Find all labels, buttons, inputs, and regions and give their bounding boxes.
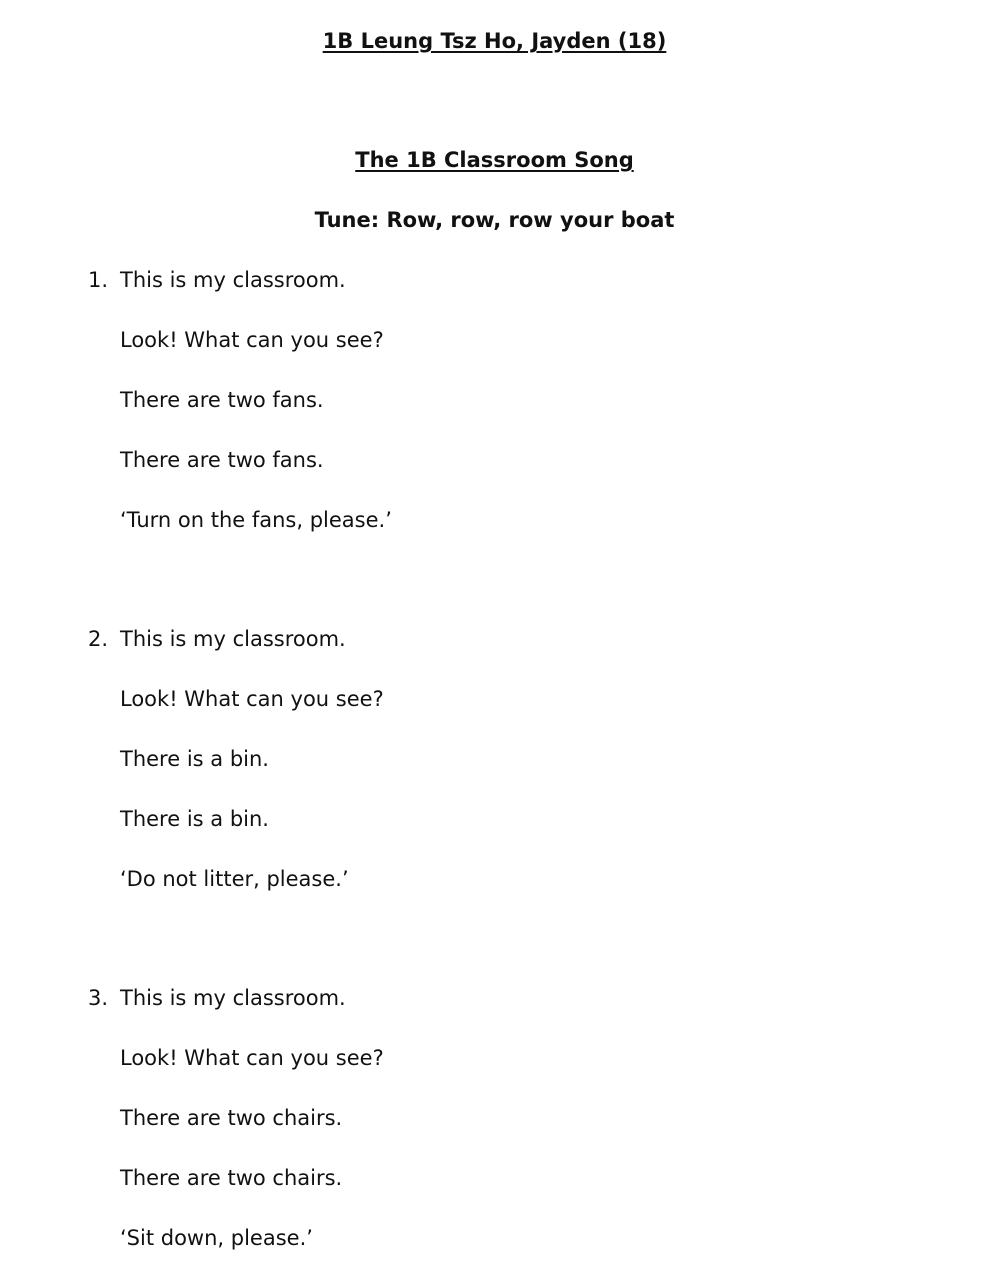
verse-3	[88, 984, 688, 1284]
verse-2	[88, 625, 688, 925]
verse-line-text: There is a bin.	[120, 807, 269, 831]
verse-line-text: ‘Sit down, please.’	[120, 1226, 313, 1250]
verse-line	[88, 1104, 688, 1164]
verse-line	[88, 1224, 688, 1284]
song-title-text: The 1B Classroom Song	[355, 148, 634, 172]
verse-line-text: There are two chairs.	[120, 1106, 343, 1130]
verse-line-text: There is a bin.	[120, 747, 269, 771]
verse-line-text: This is my classroom.	[120, 627, 346, 651]
verse-line	[88, 266, 688, 326]
verse-number: 2.	[88, 627, 109, 651]
verse-line	[88, 625, 688, 685]
verse-line	[88, 865, 688, 925]
verse-line-text: This is my classroom.	[120, 986, 346, 1010]
verse-line-text: There are two fans.	[120, 448, 324, 472]
song-title-heading	[0, 146, 989, 174]
verse-line	[88, 805, 688, 865]
verse-line	[88, 506, 688, 566]
tune-line: Tune: Row, row, row your boat	[314, 208, 675, 232]
verse-1	[88, 266, 688, 566]
verse-line-text: There are two chairs.	[120, 1166, 343, 1190]
verse-line	[88, 685, 688, 745]
verse-line	[88, 1164, 688, 1224]
verse-number: 1.	[88, 268, 109, 292]
verse-line-text: Look! What can you see?	[120, 687, 384, 711]
verse-line-text: Look! What can you see?	[120, 1046, 384, 1070]
verse-line-text: There are two fans.	[120, 388, 324, 412]
verse-line	[88, 386, 688, 446]
verse-line-text: This is my classroom.	[120, 268, 346, 292]
verse-number: 3.	[88, 986, 109, 1010]
verse-line-text: ‘Do not litter, please.’	[120, 867, 349, 891]
verse-line	[88, 326, 688, 386]
student-name-text: 1B Leung Tsz Ho, Jayden (18)	[322, 29, 667, 53]
verse-line	[88, 1044, 688, 1104]
verse-line	[88, 984, 688, 1044]
student-name-heading	[0, 27, 989, 55]
verse-line	[88, 446, 688, 506]
verse-line-text: ‘Turn on the fans, please.’	[120, 508, 392, 532]
verse-line	[88, 745, 688, 805]
verse-line-text: Look! What can you see?	[120, 328, 384, 352]
